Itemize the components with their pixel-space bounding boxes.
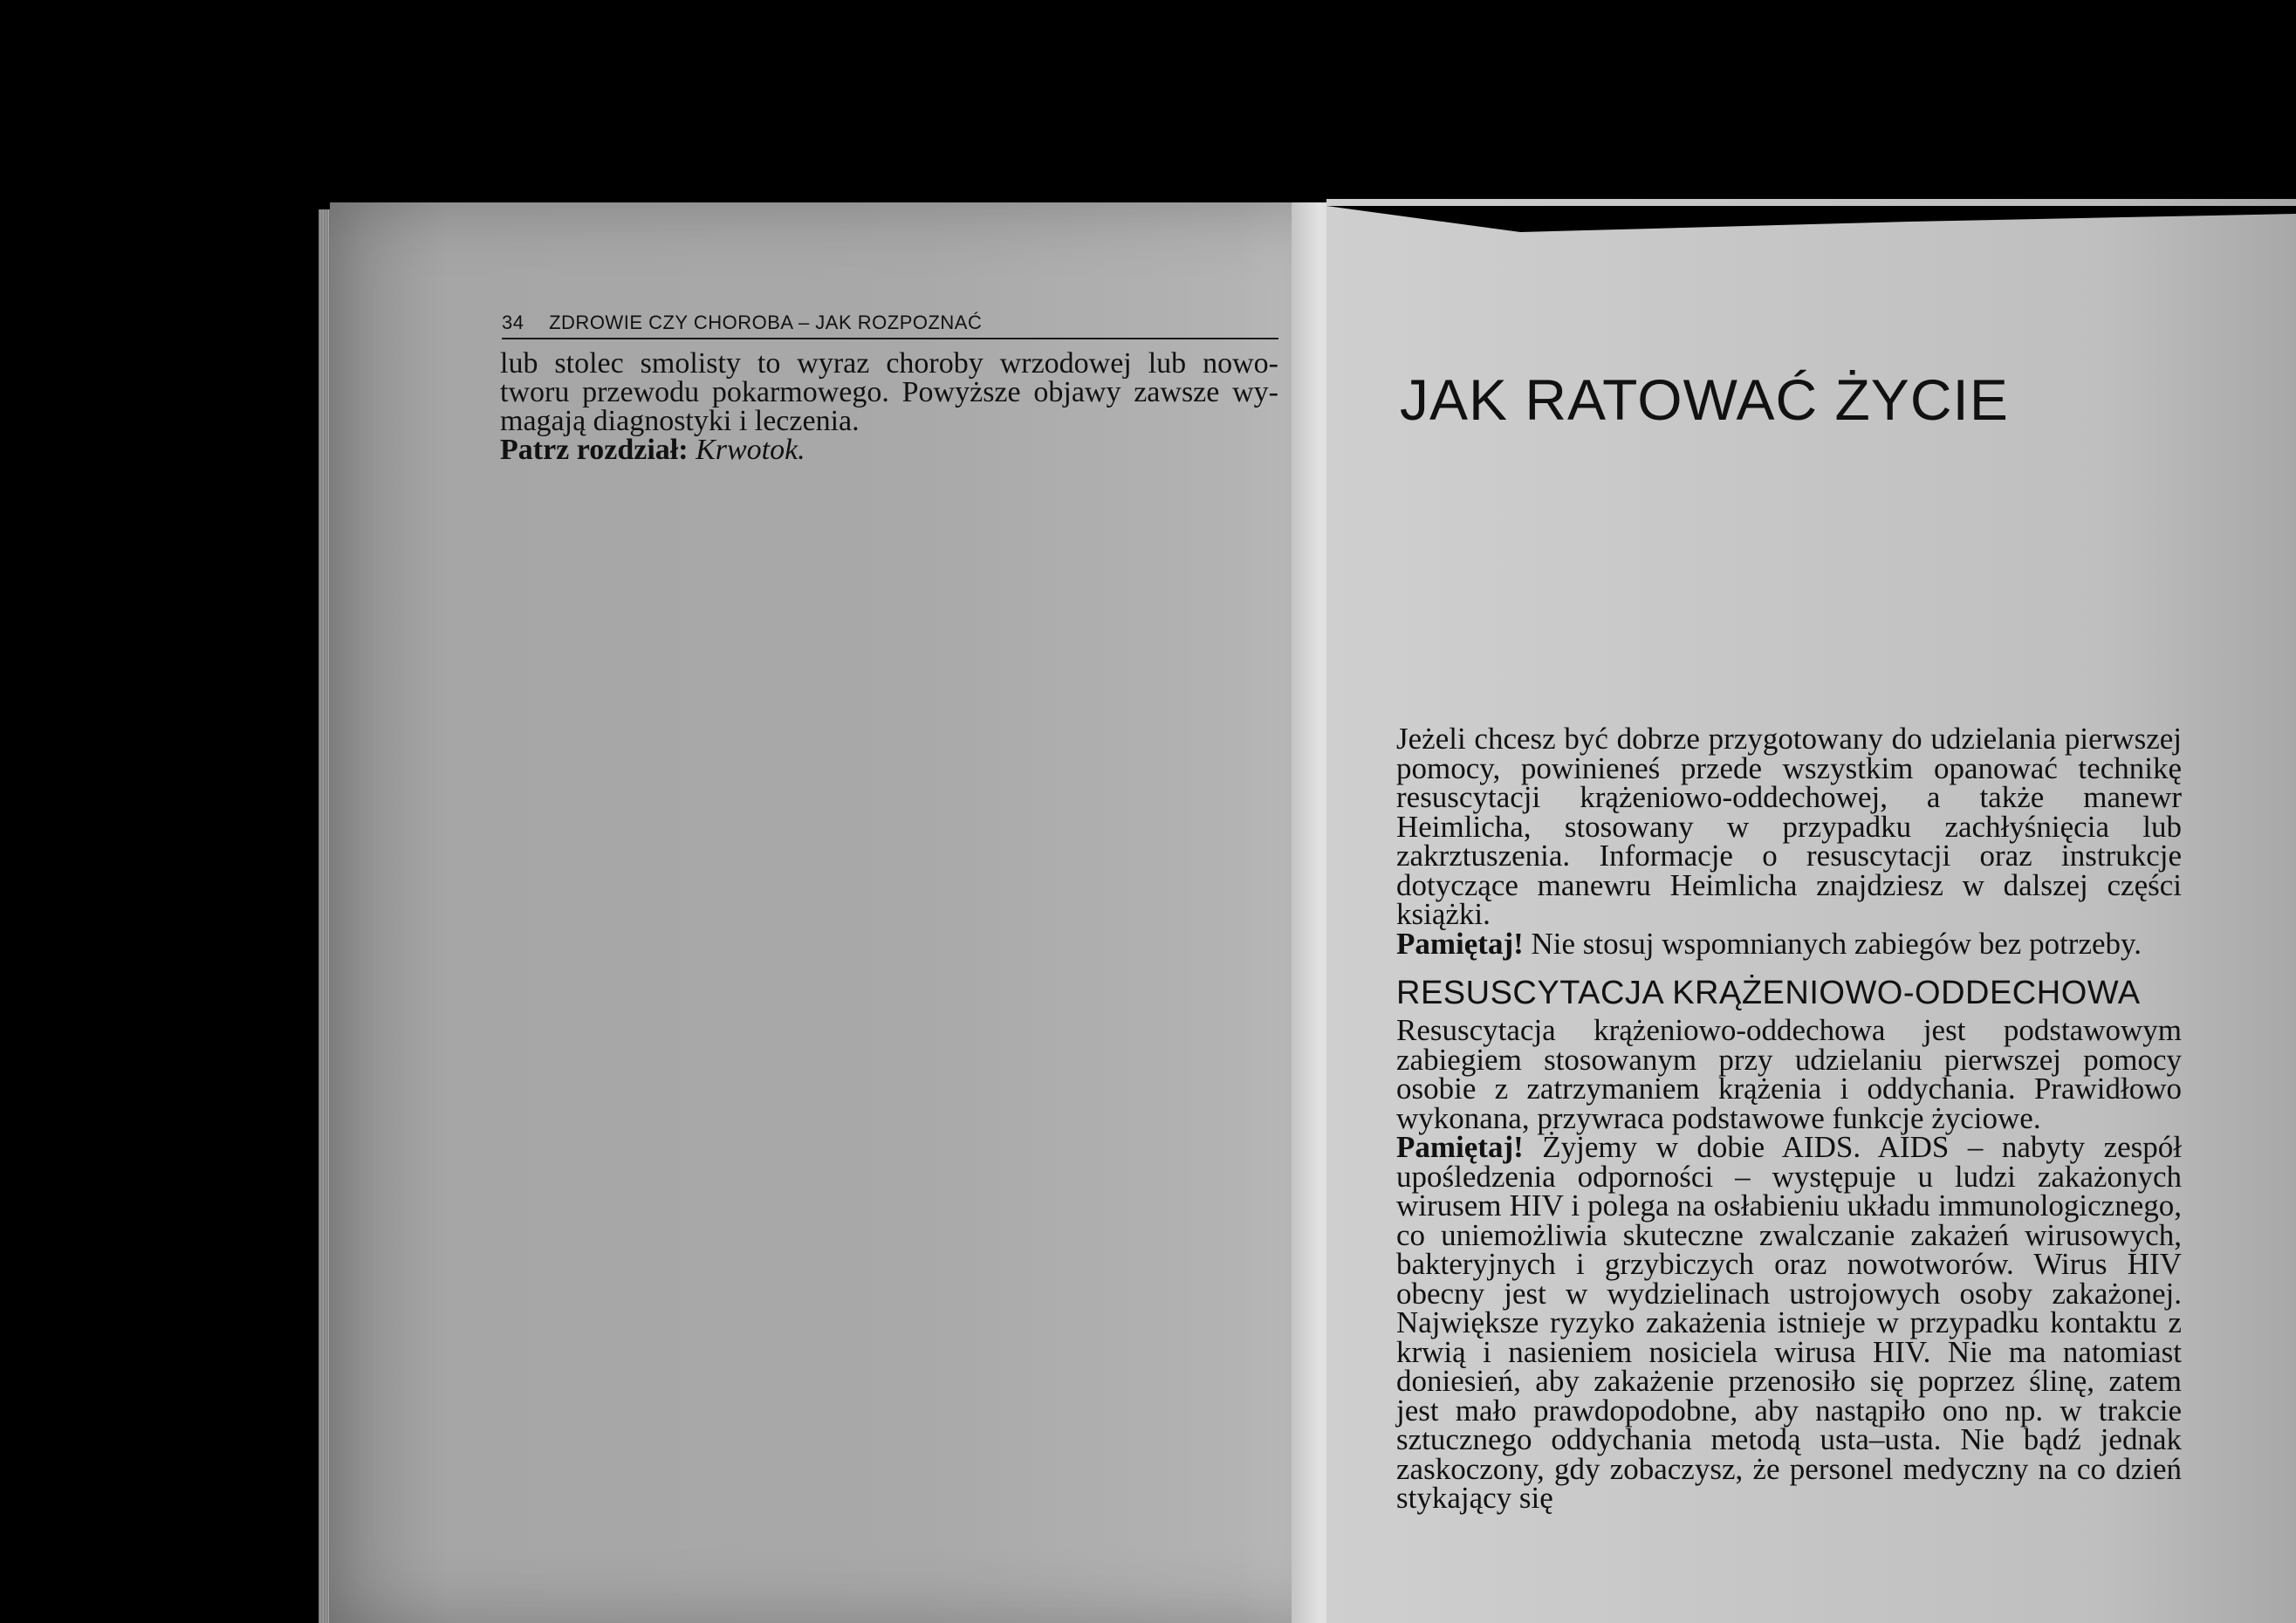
intro-paragraph: Jeżeli chcesz być dobrze przygotowany do udzielania pierwszej pomocy, powinieneś przede wszystkim opanować technikę resuscytacji krążeniowo-oddechowej, a także manewr Heimlicha, stosowany w przypadku zachłyśnięcia lub zakrztuszenia. Informacje o resuscytacji oraz instrukcje dotyczące manewru Heimlicha znajdziesz w dalszej części książki. [1396,722,2182,931]
page-number: 34 [502,312,524,333]
body-line: lub stolec smolisty to wyraz choroby wrzodowej lub nowo- [500,347,1278,380]
note-paragraph [1396,926,2182,961]
note-text: Żyjemy w dobie AIDS. AIDS – nabyty zespół upośledzenia odporności – występuje u ludzi zakażonych wirusem HIV i polega na osłabieniu układu immunologicznego, co uniemożliwia skuteczne zwalczanie zakażeń wirusowych, bakteryjnych i grzybiczych oraz nowotworów. Wirus HIV obecny jest w wydzielinach ustrojowych osoby zakażonej. Największe ryzyko zakażenia istnieje w przypadku kontaktu z krwią i nasieniem nosiciela wirusa HIV. Nie ma natomiast doniesień, aby zakażenie przenosiło się poprzez ślinę, zatem jest mało prawdopodobne, aby nastąpiło ono np. w trakcie sztucznego oddychania metodą usta–usta. Nie bądź jednak zaskoczony, gdy zobaczysz, że personel medyczny na co dzień stykający się [1396,1130,2182,1515]
right-page-body [1396,724,2182,1513]
cross-reference [500,435,1278,464]
note-text: Nie stosuj wspomnianych zabiegów bez potrzeby. [1523,926,2142,961]
body-line: tworu przewodu pokarmowego. Powyższe objawy zawsze wy- [500,376,1278,408]
section-heading: RESUSCYTACJA KRĄŻENIOWO-ODDECHOWA [1396,975,2141,1011]
body-line: magają diagnostyki i leczenia. [500,405,860,437]
section-paragraph: Resuscytacja krążeniowo-oddechowa jest podstawowym zabiegiem stosowanym przy udzielaniu pierwszej pomocy osobie z zatrzymaniem krążenia i oddychania. Prawidłowo wykonana, przywraca podstawowe funkcje życiowe. [1396,1013,2182,1135]
chapter-title: JAK RATOWAĆ ŻYCIE [1400,367,2009,432]
running-head [502,312,1278,339]
left-page-body [500,349,1278,464]
cross-reference-target: Krwotok. [696,434,805,466]
cross-reference-label: Patrz rozdział: [500,434,689,466]
running-head-title: ZDROWIE CZY CHOROBA – JAK ROZPOZNAĆ [549,312,983,333]
note-label: Pamiętaj! [1396,1130,1524,1164]
note-label: Pamiętaj! [1396,926,1524,961]
note-paragraph [1396,1130,2182,1515]
